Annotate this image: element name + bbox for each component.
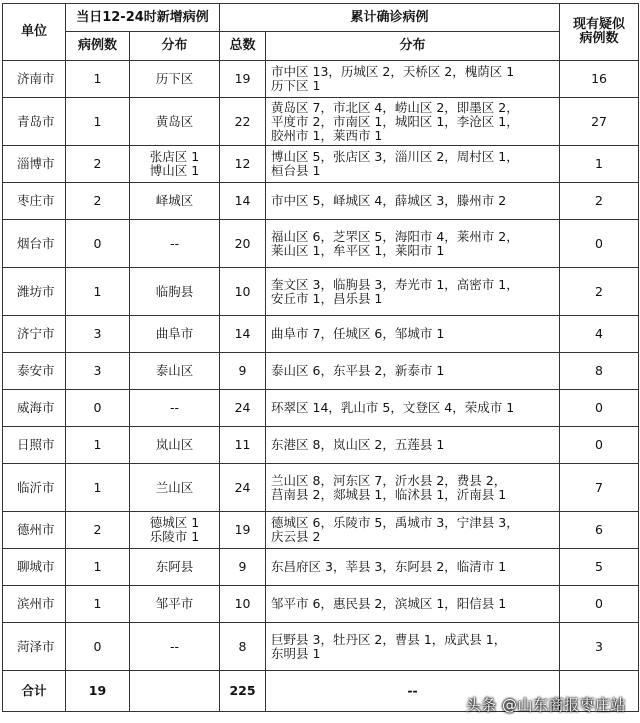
- cell-suspect: 16: [560, 61, 639, 98]
- cell-cum-dist: 博山区 5，张店区 3，淄川区 2，周村区 1， 桓台县 1: [266, 146, 560, 183]
- cell-new-count: 0: [66, 623, 130, 671]
- cell-new-dist: 黄岛区: [130, 98, 220, 146]
- cell-cum-dist: 福山区 6，芝罘区 5，海阳市 4，莱州市 2， 莱山区 1，牟平区 1，莱阳市 1: [266, 220, 560, 268]
- table-row: [3, 146, 639, 183]
- cell-new-dist: 峄城区: [130, 183, 220, 220]
- cell-suspect: 0: [560, 586, 639, 623]
- cell-total: 11: [220, 427, 266, 464]
- cell-cum-dist: 东港区 8，岚山区 2，五莲县 1: [266, 427, 560, 464]
- cell-city: 潍坊市: [3, 268, 66, 316]
- cell-city: 济宁市: [3, 316, 66, 353]
- cell-city: 淄博市: [3, 146, 66, 183]
- cell-new-dist: 历下区: [130, 61, 220, 98]
- table-row: [3, 549, 639, 586]
- cell-suspect: 6: [560, 512, 639, 549]
- header-suspect: 现有疑似 病例数: [560, 4, 639, 61]
- cell-total-cum: 225: [220, 671, 266, 712]
- cell-cum-dist: 兰山区 8，河东区 7，沂水县 2，费县 2， 莒南县 2，郯城县 1，临沭县 1，沂南县 1: [266, 464, 560, 512]
- cell-city: 枣庄市: [3, 183, 66, 220]
- cell-new-dist: 张店区 1 博山区 1: [130, 146, 220, 183]
- cell-new-count: 1: [66, 268, 130, 316]
- table-row: [3, 183, 639, 220]
- cell-new-dist: 临朐县: [130, 268, 220, 316]
- covid-cases-table: [2, 3, 639, 712]
- cell-total: 9: [220, 549, 266, 586]
- header-new-count: 病例数: [66, 32, 130, 61]
- header-cum-total: 总数: [220, 32, 266, 61]
- cell-suspect: 3: [560, 623, 639, 671]
- cell-new-count: 0: [66, 220, 130, 268]
- cell-cum-dist: 德城区 6，乐陵市 5，禹城市 3，宁津县 3， 庆云县 2: [266, 512, 560, 549]
- cell-city: 聊城市: [3, 549, 66, 586]
- cell-city: 德州市: [3, 512, 66, 549]
- cell-new-dist: 岚山区: [130, 427, 220, 464]
- table-row: [3, 98, 639, 146]
- cell-cum-dist: 市中区 5，峄城区 4，薛城区 3，滕州市 2: [266, 183, 560, 220]
- cell-cum-dist: 东昌府区 3，莘县 3，东阿县 2，临清市 1: [266, 549, 560, 586]
- cell-cum-dist: 曲阜市 7，任城区 6，邹城市 1: [266, 316, 560, 353]
- cell-new-dist: --: [130, 220, 220, 268]
- cell-total: 12: [220, 146, 266, 183]
- cell-new-count: 3: [66, 316, 130, 353]
- cell-suspect: 7: [560, 464, 639, 512]
- cell-cum-dist: 巨野县 3，牡丹区 2，曹县 1，成武县 1， 东明县 1: [266, 623, 560, 671]
- header-new-dist: 分布: [130, 32, 220, 61]
- cell-city: 泰安市: [3, 353, 66, 390]
- table-row: [3, 586, 639, 623]
- cell-new-count: 1: [66, 98, 130, 146]
- table-row: [3, 61, 639, 98]
- cell-total: 19: [220, 61, 266, 98]
- table-row: [3, 268, 639, 316]
- cell-total: 20: [220, 220, 266, 268]
- cell-suspect: 5: [560, 549, 639, 586]
- cell-city: 青岛市: [3, 98, 66, 146]
- cell-total: 9: [220, 353, 266, 390]
- cell-new-dist: 东阿县: [130, 549, 220, 586]
- cell-new-count: 2: [66, 146, 130, 183]
- cell-new-dist: 德城区 1 乐陵市 1: [130, 512, 220, 549]
- cell-total: 19: [220, 512, 266, 549]
- cell-total-dist: --: [266, 671, 560, 712]
- table-body: [3, 61, 639, 712]
- cell-suspect: 0: [560, 220, 639, 268]
- header-unit: 单位: [3, 4, 66, 61]
- cell-city: 济南市: [3, 61, 66, 98]
- cell-new-count: 1: [66, 61, 130, 98]
- cell-city: 威海市: [3, 390, 66, 427]
- cell-new-count: 1: [66, 427, 130, 464]
- cell-new-dist: 曲阜市: [130, 316, 220, 353]
- table-row: [3, 220, 639, 268]
- cell-suspect: 27: [560, 98, 639, 146]
- cell-new-count: 3: [66, 353, 130, 390]
- cell-cum-dist: 市中区 13，历城区 2，天桥区 2，槐荫区 1 历下区 1: [266, 61, 560, 98]
- cell-total: 24: [220, 464, 266, 512]
- cell-new-dist: 邹平市: [130, 586, 220, 623]
- cell-total: 14: [220, 183, 266, 220]
- cell-total: 10: [220, 586, 266, 623]
- cell-new-count: 2: [66, 183, 130, 220]
- table-row: [3, 427, 639, 464]
- cell-total: 22: [220, 98, 266, 146]
- cell-new-count: 2: [66, 512, 130, 549]
- cell-total-new-dist: [130, 671, 220, 712]
- cell-new-count: 0: [66, 390, 130, 427]
- cell-suspect: 4: [560, 316, 639, 353]
- cell-total: 8: [220, 623, 266, 671]
- cell-suspect: 2: [560, 183, 639, 220]
- table-row: [3, 464, 639, 512]
- cell-total-label: 合计: [3, 671, 66, 712]
- cell-city: 临沂市: [3, 464, 66, 512]
- cell-total: 24: [220, 390, 266, 427]
- table-row: [3, 316, 639, 353]
- cell-new-count: 1: [66, 586, 130, 623]
- watermark: 头条 @山东商报枣庄站: [465, 696, 626, 714]
- cell-cum-dist: 泰山区 6，东平县 2，新泰市 1: [266, 353, 560, 390]
- table-row: [3, 623, 639, 671]
- header-cum-dist: 分布: [266, 32, 560, 61]
- table-row: [3, 390, 639, 427]
- cell-suspect: 0: [560, 427, 639, 464]
- header-cumulative: 累计确诊病例: [220, 4, 560, 32]
- cell-new-dist: --: [130, 623, 220, 671]
- cell-city: 菏泽市: [3, 623, 66, 671]
- cell-city: 滨州市: [3, 586, 66, 623]
- cell-cum-dist: 奎文区 3，临朐县 3，寿光市 1，高密市 1， 安丘市 1，昌乐县 1: [266, 268, 560, 316]
- cell-suspect: 1: [560, 146, 639, 183]
- cell-new-dist: 兰山区: [130, 464, 220, 512]
- cell-cum-dist: 邹平市 6，惠民县 2，滨城区 1，阳信县 1: [266, 586, 560, 623]
- cell-cum-dist: 环翠区 14，乳山市 5，文登区 4，荣成市 1: [266, 390, 560, 427]
- table-row: [3, 353, 639, 390]
- cell-cum-dist: 黄岛区 7，市北区 4，崂山区 2，即墨区 2， 平度市 2，市南区 1，城阳区 1，李沧区 1， 胶州市 1，莱西市 1: [266, 98, 560, 146]
- cell-total: 14: [220, 316, 266, 353]
- table-row: [3, 512, 639, 549]
- cell-new-count: 1: [66, 549, 130, 586]
- cell-city: 日照市: [3, 427, 66, 464]
- cell-new-count: 1: [66, 464, 130, 512]
- header-new-cases: 当日12-24时新增病例: [66, 4, 220, 32]
- cell-suspect: 2: [560, 268, 639, 316]
- cell-total-new: 19: [66, 671, 130, 712]
- cell-suspect: 8: [560, 353, 639, 390]
- cell-suspect: 0: [560, 390, 639, 427]
- cell-total: 10: [220, 268, 266, 316]
- cell-city: 烟台市: [3, 220, 66, 268]
- cell-new-dist: --: [130, 390, 220, 427]
- cell-new-dist: 泰山区: [130, 353, 220, 390]
